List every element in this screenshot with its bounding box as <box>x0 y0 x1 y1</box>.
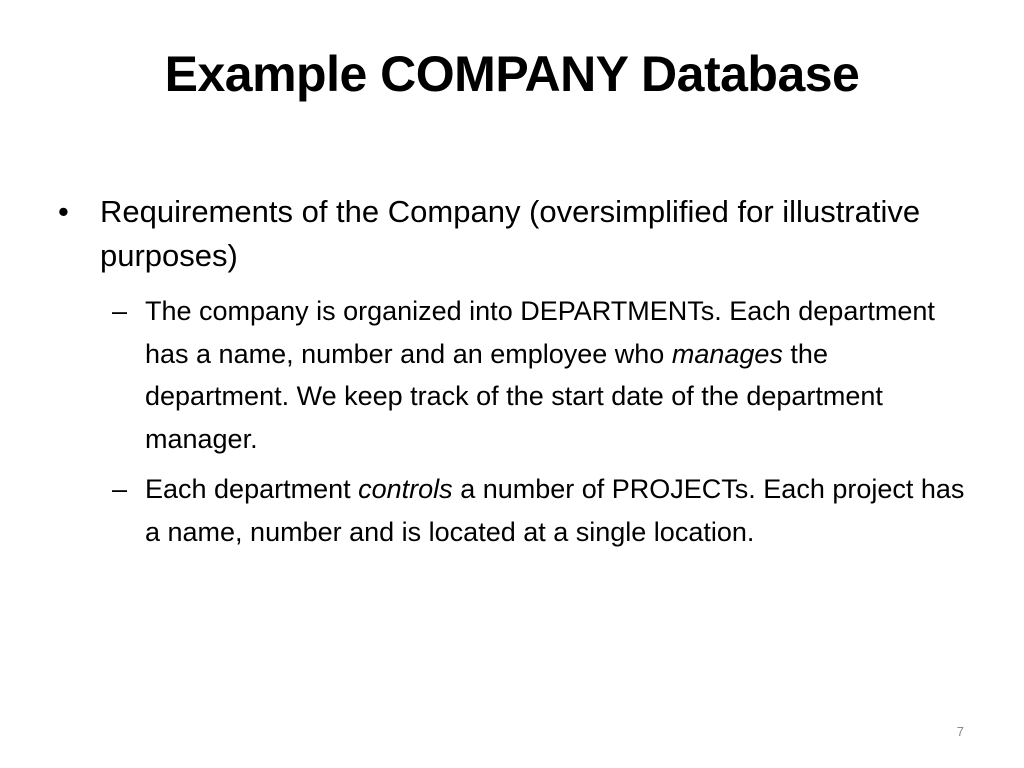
emphasis-text: manages <box>671 338 783 369</box>
bullet-item <box>58 190 958 278</box>
bullet-list <box>58 190 958 278</box>
bullet-icon: • <box>58 194 69 229</box>
page-number: 7 <box>956 724 964 739</box>
slide-title: Example COMPANY Database <box>164 46 860 102</box>
sub-bullet-list <box>112 290 972 561</box>
sub-bullet-text: the department. We keep track of the start date of the department manager. <box>145 338 883 454</box>
sub-bullet-item-departments <box>112 290 972 460</box>
sub-bullet-text: a number of PROJECTs. Each project has a name, number and is located at a single location. <box>145 474 965 547</box>
bullet-text: Requirements of the Company (oversimplified for illustrative purposes) <box>100 194 921 273</box>
sub-bullet-text: The company is organized into DEPARTMENTs. Each department has a name, number and an employee who <box>145 296 935 369</box>
sub-bullet-text: Each department <box>145 474 359 504</box>
sub-bullet-item-projects <box>112 468 972 553</box>
dash-icon: – <box>112 296 128 326</box>
emphasis-text: controls <box>358 474 453 504</box>
dash-icon: – <box>112 474 128 504</box>
